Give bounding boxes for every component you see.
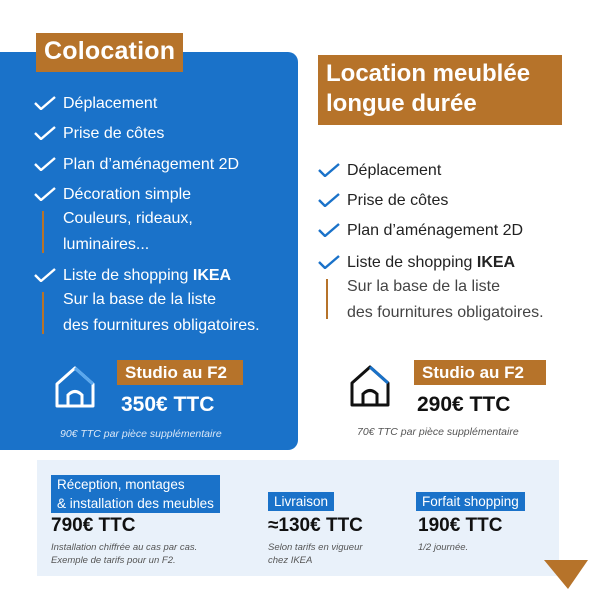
check-icon — [318, 255, 340, 269]
check-icon — [318, 193, 340, 207]
service-price: 190€ TTC — [418, 515, 503, 536]
check-icon — [34, 268, 56, 282]
item-label: Déplacement — [63, 95, 158, 112]
item-label: Déplacement — [347, 162, 442, 179]
price-tag: Studio au F2 — [414, 360, 546, 385]
sub-divider — [326, 279, 328, 319]
corner-arrow-icon — [544, 556, 590, 590]
item-label: Décoration simple — [63, 186, 192, 203]
service-note: 1/2 journée. — [418, 542, 469, 553]
price: 290€ TTC — [417, 393, 511, 416]
service-note: Selon tarifs en vigueur chez IKEA — [268, 542, 363, 566]
item-label: Liste de shopping IKEA — [63, 267, 232, 284]
sub-divider — [42, 211, 44, 253]
item-label: Prise de côtes — [63, 125, 165, 142]
item-label: Plan d’aménagement 2D — [63, 156, 240, 173]
footnote: 90€ TTC par pièce supplémentaire — [60, 428, 222, 440]
location-title: Location meublée longue durée — [318, 55, 562, 125]
check-icon — [34, 157, 56, 171]
item-sub: des fournitures obligatoires. — [63, 317, 260, 334]
check-icon — [34, 187, 56, 201]
house-icon — [53, 362, 97, 410]
check-icon — [318, 163, 340, 177]
item-sub: Sur la base de la liste — [63, 291, 216, 308]
check-icon — [34, 126, 56, 140]
sub-divider — [42, 292, 44, 334]
price-tag: Studio au F2 — [117, 360, 243, 385]
item-label: Liste de shopping IKEA — [347, 254, 516, 271]
price: 350€ TTC — [121, 393, 215, 416]
service-price: ≈130€ TTC — [268, 515, 363, 536]
service-price: 790€ TTC — [51, 515, 136, 536]
item-label: Plan d’aménagement 2D — [347, 222, 524, 239]
service-tag: Livraison — [268, 492, 334, 511]
item-sub: luminaires... — [63, 236, 150, 253]
item-sub: Sur la base de la liste — [347, 278, 500, 295]
service-tag: Réception, montages & installation des meubles — [51, 475, 220, 513]
item-sub: des fournitures obligatoires. — [347, 304, 544, 321]
footnote: 70€ TTC par pièce supplémentaire — [357, 426, 519, 438]
colocation-title: Colocation — [36, 33, 183, 72]
check-icon — [34, 96, 56, 110]
item-sub: Couleurs, rideaux, — [63, 210, 193, 227]
service-note: Installation chiffrée au cas par cas. Exemple de tarifs pour un F2. — [51, 542, 198, 566]
item-label: Prise de côtes — [347, 192, 449, 209]
house-icon — [348, 361, 392, 409]
service-tag: Forfait shopping — [416, 492, 525, 511]
check-icon — [318, 223, 340, 237]
